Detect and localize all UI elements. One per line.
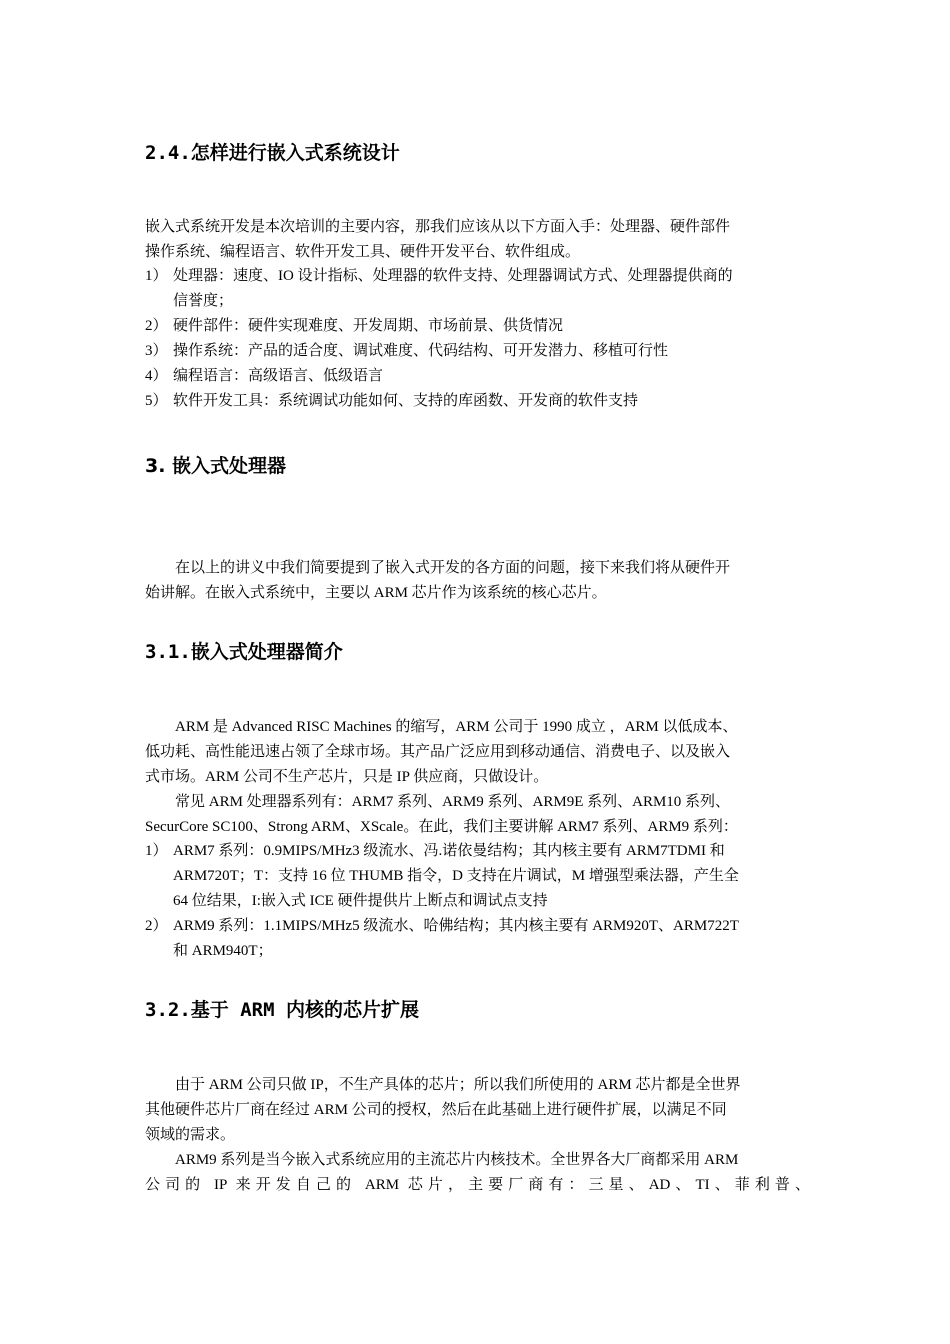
s32-para1-line-1: 由于 ARM 公司只做 IP，不生产具体的芯片；所以我们所使用的 ARM 芯片都是全世界	[175, 1077, 741, 1093]
s31-list-num-1: 1）	[145, 843, 168, 859]
s24-intro-line-1: 嵌入式系统开发是本次培训的主要内容，那我们应该从以下方面入手：处理器、硬件部件	[145, 219, 731, 235]
s31-list-item-1-line-3: 64 位结果，I:嵌入式 ICE 硬件提供片上断点和调试点支持	[173, 893, 548, 909]
s24-list-num-1: 1）	[145, 268, 168, 284]
s31-list-item-2-line-1: ARM9 系列：1.1MIPS/MHz5 级流水、哈佛结构；其内核主要有 ARM920T、ARM722T	[173, 918, 739, 934]
s31-para2-line-1: 常见 ARM 处理器系列有：ARM7 系列、ARM9 系列、ARM9E 系列、ARM10 系列、	[175, 794, 731, 810]
s24-list-item-1-line-1: 处理器：速度、IO 设计指标、处理器的软件支持、处理器调试方式、处理器提供商的	[173, 268, 733, 284]
s24-list-num-3: 3）	[145, 343, 168, 359]
s24-list-item-3: 操作系统：产品的适合度、调试难度、代码结构、可开发潜力、移植可行性	[173, 343, 669, 359]
s24-list-item-4: 编程语言：高级语言、低级语言	[173, 368, 384, 384]
s32-para2-line-1: ARM9 系列是当今嵌入式系统应用的主流芯片内核技术。全世界各大厂商都采用 ARM	[175, 1152, 739, 1168]
s31-list-item-2-line-2: 和 ARM940T；	[173, 943, 273, 959]
heading-3-1: 3.1.嵌入式处理器简介	[145, 641, 343, 663]
s31-para1-line-1: ARM 是 Advanced RISC Machines 的缩写，ARM 公司于 1990 成立 ，ARM 以低成本、	[175, 719, 738, 735]
s31-para2-line-2: SecurCore SC100、Strong ARM、XScale。在此，我们主要讲解 ARM7 系列、ARM9 系列：	[145, 819, 738, 835]
s31-para1-line-2: 低功耗、高性能迅速占领了全球市场。其产品广泛应用到移动通信、消费电子、以及嵌入	[145, 744, 731, 760]
s24-list-num-2: 2）	[145, 318, 168, 334]
s32-para1-line-2: 其他硬件芯片厂商在经过 ARM 公司的授权，然后在此基础上进行硬件扩展，以满足不同	[145, 1102, 727, 1118]
s24-list-num-4: 4）	[145, 368, 168, 384]
s31-list-item-1-line-1: ARM7 系列：0.9MIPS/MHz3 级流水、冯.诺依曼结构；其内核主要有 ARM7TDMI 和	[173, 843, 725, 859]
s24-list-num-5: 5）	[145, 393, 168, 409]
s3-para-line-1: 在以上的讲义中我们简要提到了嵌入式开发的各方面的问题，接下来我们将从硬件开	[175, 560, 731, 576]
s3-para-line-2: 始讲解。在嵌入式系统中，主要以 ARM 芯片作为该系统的核心芯片。	[145, 585, 607, 601]
s31-list-item-1-line-2: ARM720T；T：支持 16 位 THUMB 指令，D 支持在片调试，M 增强型乘法器，产生全	[173, 868, 739, 884]
s24-list-item-5: 软件开发工具：系统调试功能如何、支持的库函数、开发商的软件支持	[173, 393, 639, 409]
s31-para1-line-3: 式市场。ARM 公司不生产芯片，只是 IP 供应商，只做设计。	[145, 769, 549, 785]
s24-intro-line-2: 操作系统、编程语言、软件开发工具、硬件开发平台、软件组成。	[145, 244, 581, 260]
s24-list-item-2: 硬件部件：硬件实现难度、开发周期、市场前景、供货情况	[173, 318, 564, 334]
heading-3-2: 3.2.基于 ARM 内核的芯片扩展	[145, 999, 419, 1021]
heading-2-4: 2.4.怎样进行嵌入式系统设计	[145, 142, 400, 164]
s32-para2-line-2: 公司的 IP 来开发自己的 ARM 芯片，主要厂商有：三星、AD、TI、菲利普、	[145, 1177, 810, 1193]
heading-3: 3. 嵌入式处理器	[145, 455, 287, 477]
s24-list-item-1-line-2: 信誉度；	[173, 293, 234, 309]
s31-list-num-2: 2）	[145, 918, 168, 934]
s32-para1-line-3: 领域的需求。	[145, 1127, 236, 1143]
